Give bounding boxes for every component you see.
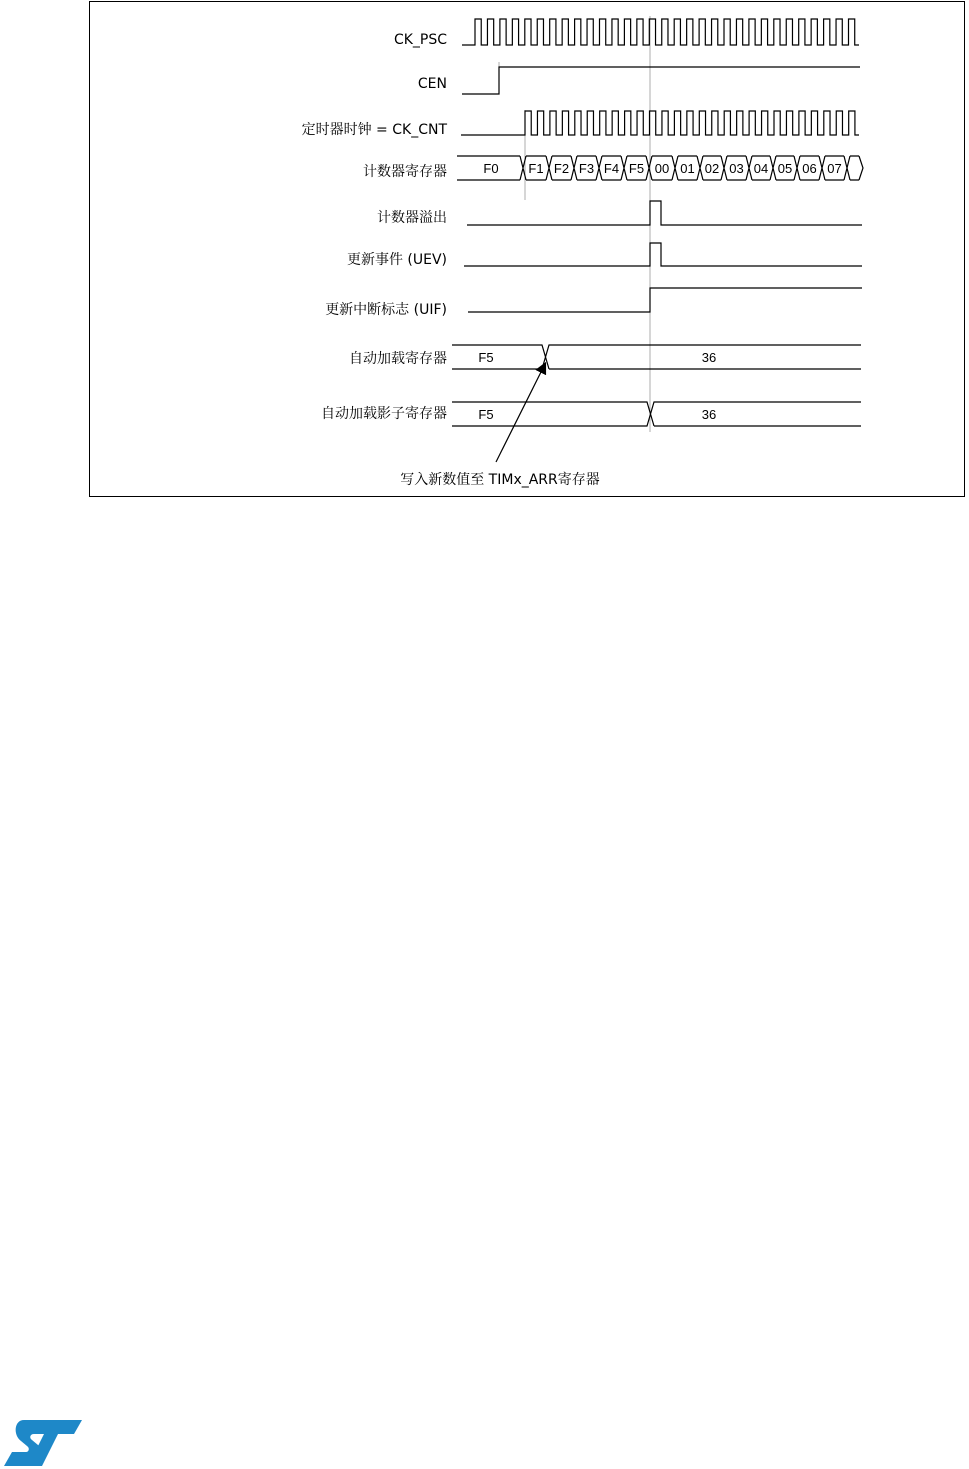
counter-value: F4 — [603, 161, 620, 176]
st-logo-icon — [2, 1418, 84, 1468]
label-counter-register: 计数器寄存器 — [363, 164, 447, 180]
counter-value: F3 — [578, 161, 595, 176]
counter-value: 04 — [753, 161, 769, 176]
counter-value: 00 — [654, 161, 670, 176]
label-auto-reload-shadow-register: 自动加载影子寄存器 — [321, 406, 447, 422]
counter-value: 06 — [802, 161, 817, 176]
label-auto-reload-register: 自动加载寄存器 — [349, 351, 447, 367]
update-event-waveform — [464, 243, 862, 266]
label-ck-psc: CK_PSC — [393, 32, 447, 48]
ck-psc-waveform — [462, 19, 859, 45]
counter-register-bus — [457, 156, 863, 180]
label-cen: CEN — [417, 76, 447, 92]
auto-reload-shadow-value-after: 36 — [701, 407, 717, 422]
label-counter-overflow: 计数器溢出 — [377, 210, 447, 226]
timing-diagram — [0, 0, 969, 510]
auto-reload-shadow-bus — [452, 402, 861, 426]
label-timer-clock: 定时器时钟 = CK_CNT — [301, 122, 447, 138]
counter-value: F5 — [628, 161, 645, 176]
st-logo-s-shape — [4, 1420, 82, 1466]
counter-value: 01 — [680, 161, 695, 176]
counter-value: 05 — [777, 161, 793, 176]
auto-reload-value-before: F5 — [478, 350, 494, 365]
auto-reload-bus — [452, 345, 861, 369]
counter-value: F0 — [483, 161, 499, 176]
auto-reload-shadow-value-before: F5 — [478, 407, 494, 422]
counter-value: 02 — [704, 161, 720, 176]
label-update-interrupt-flag: 更新中断标志 (UIF) — [325, 302, 447, 318]
annotation-text: 写入新数值至 TIMx_ARR寄存器 — [400, 472, 600, 488]
cen-waveform — [462, 67, 860, 94]
counter-value: 03 — [729, 161, 744, 176]
counter-value: 07 — [827, 161, 842, 176]
annotation-arrow — [496, 364, 545, 462]
auto-reload-value-after: 36 — [701, 350, 717, 365]
counter-value: F2 — [553, 161, 570, 176]
counter-overflow-waveform — [467, 201, 862, 225]
ck-cnt-waveform — [461, 111, 859, 135]
counter-value: F1 — [528, 161, 544, 176]
uif-waveform — [468, 288, 862, 312]
label-update-event: 更新事件 (UEV) — [346, 252, 447, 268]
